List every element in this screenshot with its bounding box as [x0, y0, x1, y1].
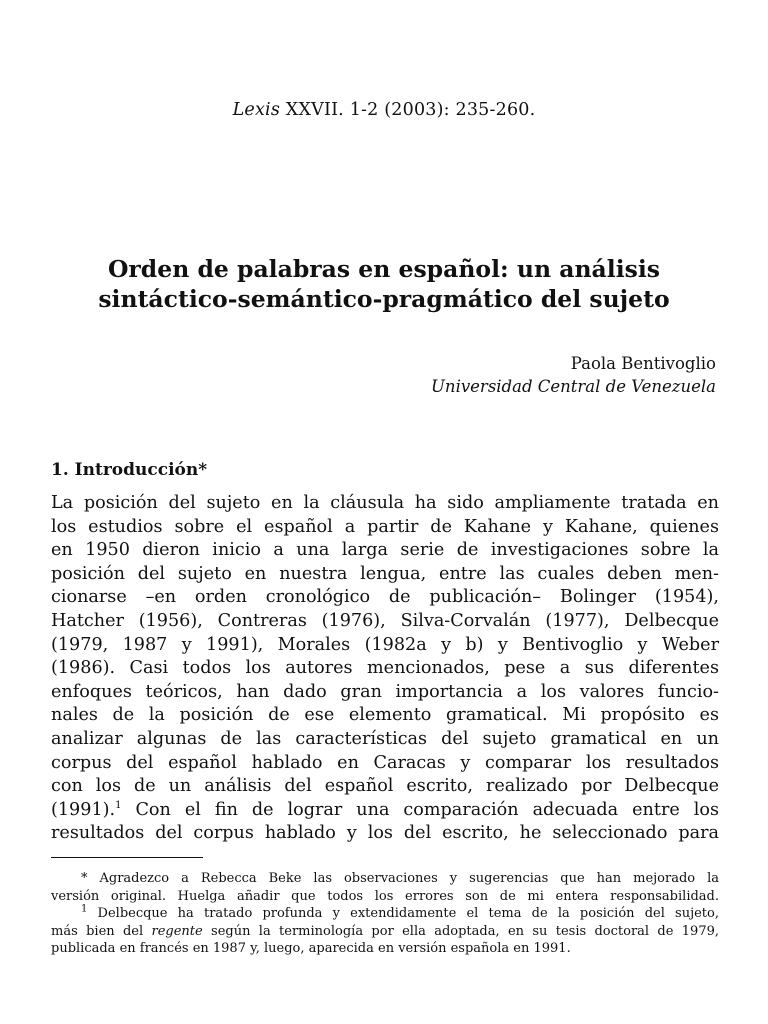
paragraph-line: La posición del sujeto en la cláusula ha sido ampliamente tratada en	[51, 493, 719, 513]
paragraph-line: resultados del corpus hablado y los del escrito, he seleccionado para	[51, 823, 719, 844]
footnote-line: publicada en francés en 1987 y, luego, aparecida en versión española en 1991.	[51, 941, 571, 957]
footnote-divider	[51, 857, 203, 858]
paragraph-line	[51, 799, 719, 823]
paragraph-line: con los de un análisis del español escrito, realizado por Delbecque	[51, 776, 719, 797]
footnote-ref-1[interactable]: 1	[115, 799, 122, 811]
paragraph-line: Hatcher (1956), Contreras (1976), Silva-Corvalán (1977), Delbecque	[51, 610, 719, 631]
title-line-2: sintáctico-semántico-pragmático del sujeto	[98, 285, 670, 313]
footnote-mark-1: 1	[81, 903, 88, 915]
footnote-text: según la terminología por ella adoptada, en su tesis doctoral de 1979,	[202, 923, 719, 939]
article-title	[40, 254, 728, 314]
footnote-line: * Agradezco a Rebecca Beke las observaciones y sugerencias que han mejorado la	[81, 871, 719, 886]
paragraph-line: en 1950 dieron inicio a una larga serie de investigaciones sobre la	[51, 540, 719, 561]
journal-citation	[0, 100, 768, 120]
line-text: (1991).	[51, 799, 116, 820]
paragraph-line: nales de la posición de ese elemento gramatical. Mi propósito es	[51, 705, 719, 726]
footnote-line	[51, 923, 719, 941]
paragraph-line: corpus del español hablado en Caracas y comparar los resultados	[51, 752, 719, 773]
title-line-1: Orden de palabras en español: un análisis	[107, 255, 661, 283]
footnote-1	[51, 905, 719, 958]
footnote-line: versión original. Huelga añadir que todos los errores son de mi entera responsabilidad.	[51, 888, 719, 904]
author-name: Paola Bentivoglio	[570, 354, 716, 373]
paragraph-line: (1979, 1987 y 1991), Morales (1982a y b) y Bentivoglio y Weber	[51, 634, 719, 655]
section-heading: 1. Introducción*	[51, 460, 208, 480]
paragraph-line: posición del sujeto en nuestra lengua, entre las cuales deben men-	[51, 563, 719, 584]
author-block	[431, 352, 716, 398]
paragraph-line: cionarse –en orden cronológico de publicación– Bolinger (1954),	[51, 587, 719, 608]
footnote-star	[51, 870, 719, 905]
line-text: Con el fin de lograr una comparación adecuada entre los	[121, 799, 719, 820]
footnote-emphasis: regente	[151, 923, 203, 939]
footnotes	[51, 870, 719, 958]
paragraph-line: enfoques teóricos, han dado gran importancia a los valores funcio-	[51, 681, 719, 702]
paragraph-line: analizar algunas de las características del sujeto gramatical en un	[51, 728, 719, 749]
paragraph-line: los estudios sobre el español a partir de Kahane y Kahane, quienes	[51, 516, 719, 537]
paragraph-line: (1986). Casi todos los autores mencionados, pese a sus diferentes	[51, 658, 719, 679]
citation-details: XXVII. 1-2 (2003): 235-260.	[285, 100, 536, 120]
author-affiliation: Universidad Central de Venezuela	[431, 377, 716, 396]
footnote-line	[51, 905, 719, 923]
footnote-text: más bien del	[51, 923, 152, 939]
body-paragraph	[51, 492, 719, 846]
footnote-text: Delbecque ha tratado profunda y extendidamente el tema de la posición del sujeto,	[87, 906, 719, 922]
journal-name: Lexis	[232, 100, 281, 120]
